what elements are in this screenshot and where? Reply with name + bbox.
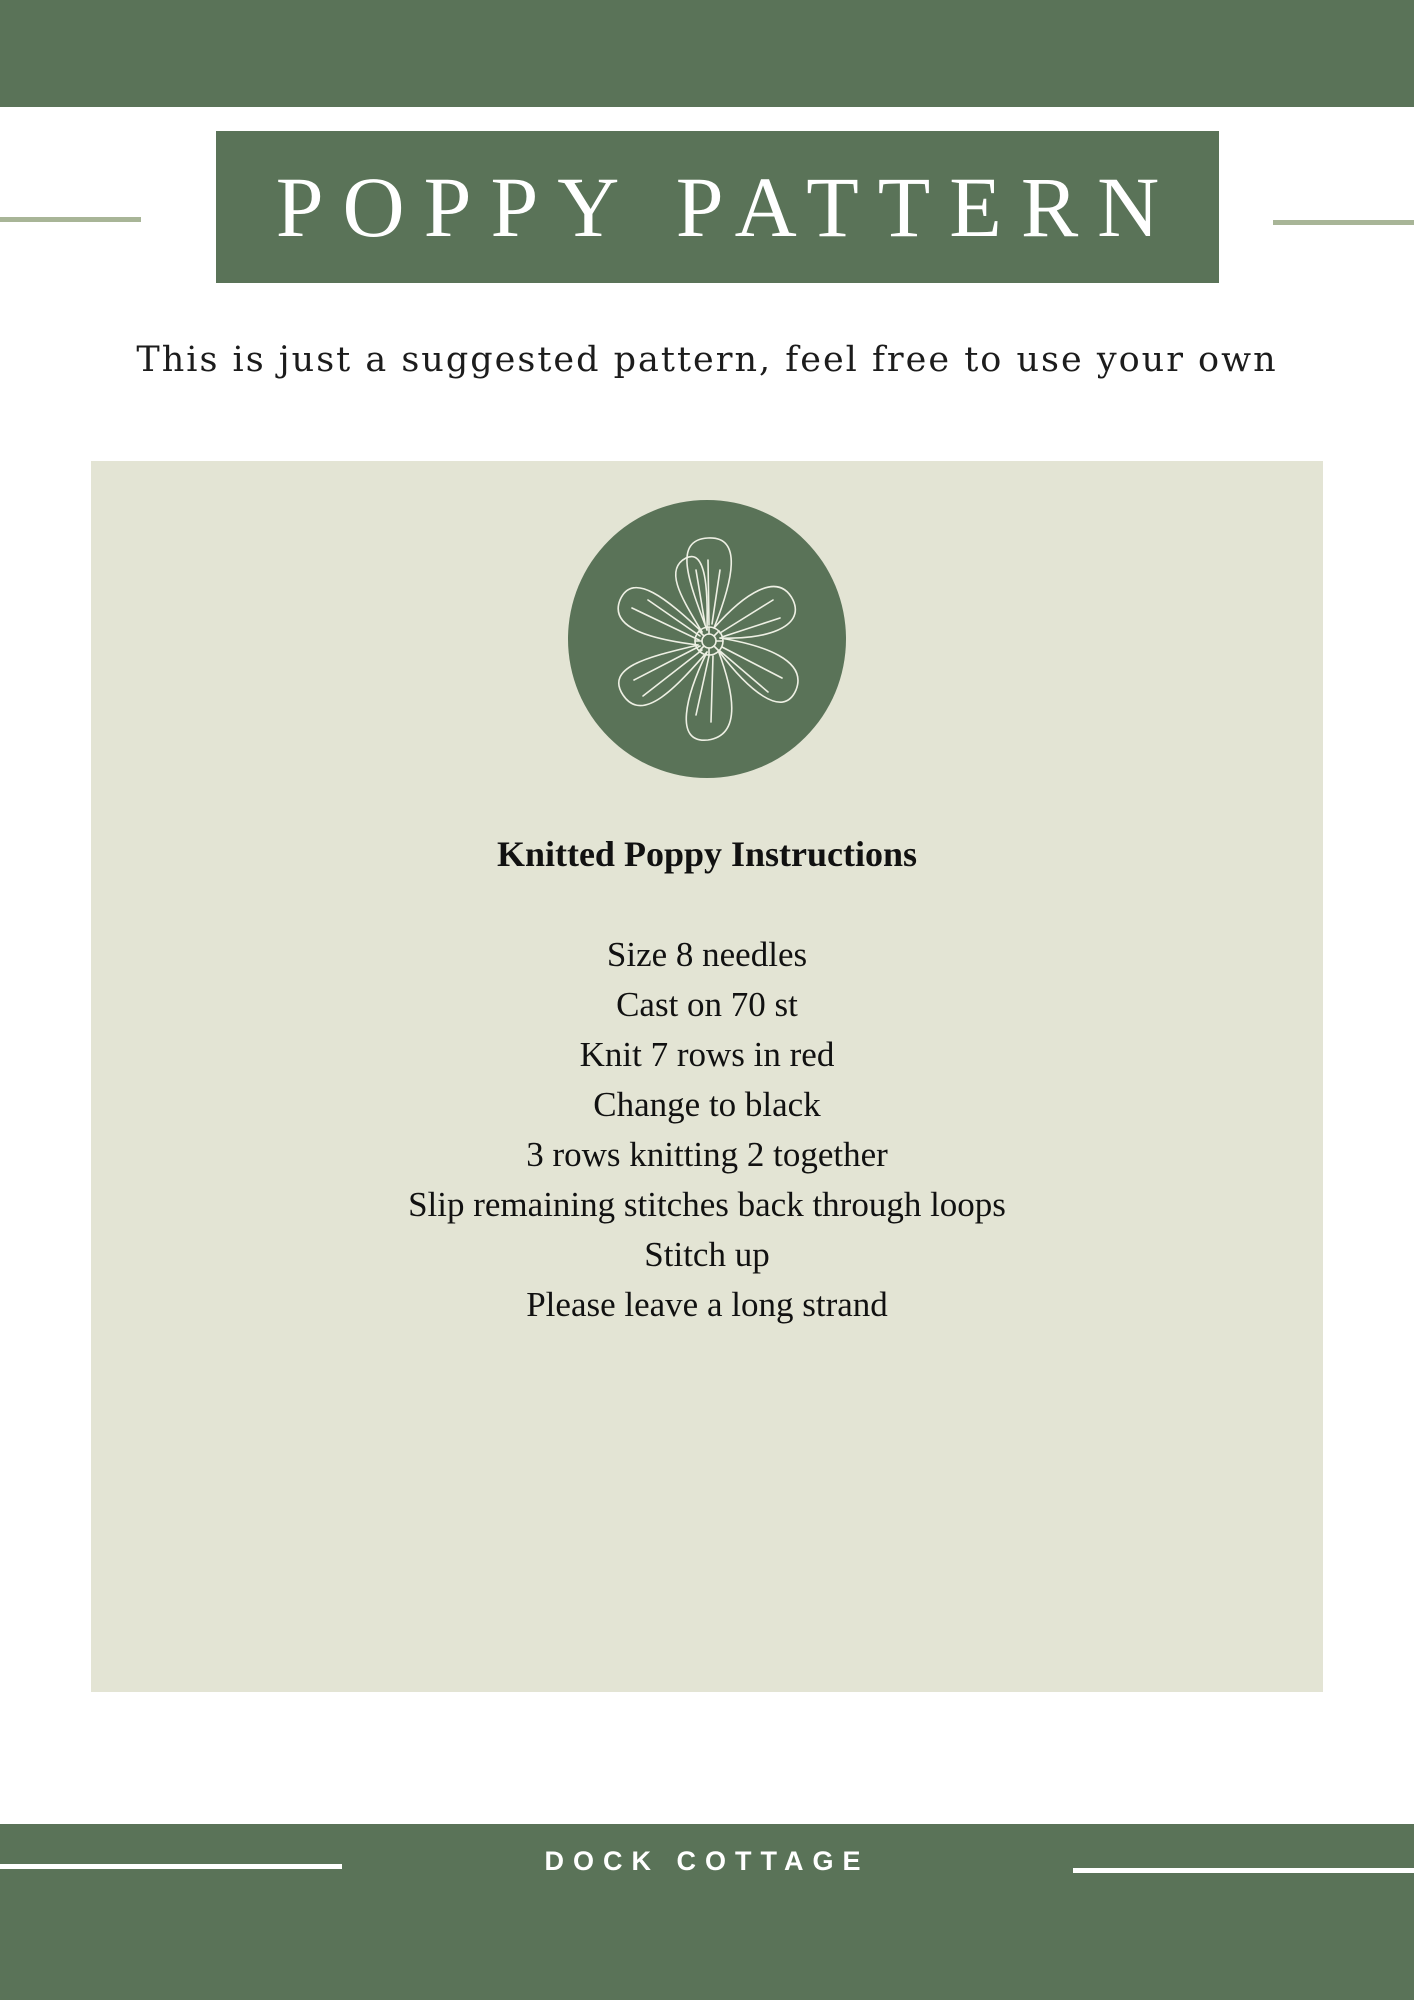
instruction-step: Knit 7 rows in red <box>579 1035 835 1074</box>
instruction-step: Please leave a long strand <box>526 1285 888 1324</box>
instruction-step: Cast on 70 st <box>616 985 798 1024</box>
right-decorative-line <box>1273 220 1414 225</box>
instructions-list <box>0 930 1414 1330</box>
instruction-step: Size 8 needles <box>606 935 808 974</box>
instruction-step: Slip remaining stitches back through loops <box>408 1185 1006 1224</box>
top-band <box>0 0 1414 107</box>
footer-brand: DOCK COTTAGE <box>544 1846 870 1876</box>
instruction-step: Change to black <box>593 1085 821 1124</box>
left-decorative-line <box>0 217 141 222</box>
instructions-heading: Knitted Poppy Instructions <box>496 834 918 874</box>
poppy-flower-icon <box>568 500 846 778</box>
page-subtitle: This is just a suggested pattern, feel free to use your own <box>136 340 1278 380</box>
page-title: POPPY PATTERN <box>275 159 1179 255</box>
instruction-step: Stitch up <box>644 1235 770 1274</box>
title-banner <box>216 131 1219 283</box>
instruction-step: 3 rows knitting 2 together <box>526 1135 888 1174</box>
poppy-emblem <box>568 500 846 778</box>
